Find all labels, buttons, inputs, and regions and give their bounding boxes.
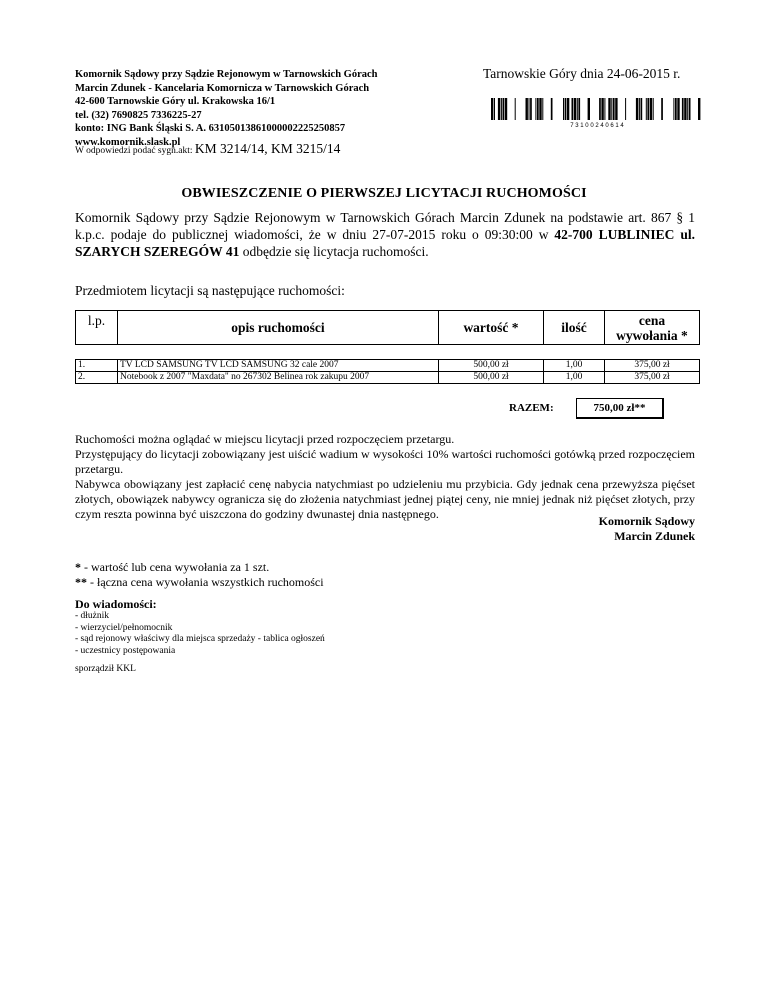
- barcode-bar: [529, 98, 530, 120]
- barcode-bar: [551, 98, 553, 120]
- barcode-bar: [636, 98, 638, 120]
- footnote-text: - łączna cena wywołania wszystkich ruchomości: [87, 574, 324, 589]
- notice-title: OBWIESZCZENIE O PIERWSZEJ LICYTACJI RUCHOMOŚCI: [181, 186, 587, 201]
- barcode-bar: [498, 98, 500, 120]
- footnote-mark: *: [75, 560, 81, 574]
- col-price-line2: wywołania *: [616, 327, 688, 343]
- subject-line: Przedmiotem licytacji są następujące ruchomości:: [75, 283, 345, 298]
- barcode-bar: [503, 98, 505, 120]
- col-price: [605, 311, 700, 345]
- barcode-bar: [491, 98, 493, 120]
- barcode-bar: [574, 98, 576, 120]
- intro-paragraph: [75, 209, 695, 260]
- footnote-text: - wartość lub cena wywołania za 1 szt.: [81, 560, 270, 574]
- conditions-text: [75, 432, 695, 522]
- table-row: [76, 372, 700, 384]
- cell-value: 500,00 zł: [439, 360, 544, 372]
- footnote-mark: **: [75, 574, 87, 589]
- col-lp: l.p.: [76, 311, 118, 345]
- prepared-by: sporządził KKL: [75, 664, 136, 674]
- header-line: Marcin Zdunek - Kancelaria Komornicza w Tarnowskich Górach: [75, 82, 370, 94]
- barcode-bar: [677, 98, 679, 120]
- barcode-bar: [537, 98, 539, 120]
- list-item: - sąd rejonowy właściwy dla miejsca sprzedaży - tablica ogłoszeń: [75, 634, 325, 644]
- cell-value: 500,00 zł: [439, 372, 544, 384]
- bailiff-header: [75, 68, 377, 150]
- col-value: wartość *: [439, 311, 544, 345]
- items-table-header: [75, 310, 700, 345]
- barcode-bar: [563, 98, 564, 120]
- barcode-bar: [646, 98, 647, 120]
- footnotes: [75, 560, 324, 589]
- barcode-bar: [615, 98, 617, 120]
- barcode-bar: [687, 98, 688, 120]
- header-line: 42-600 Tarnowskie Góry ul. Krakowska 16/1: [75, 96, 276, 108]
- cell-price: 375,00 zł: [605, 360, 700, 372]
- barcode-bar: [515, 98, 516, 120]
- barcode-bar: [494, 98, 495, 120]
- barcode-bar: [565, 98, 567, 120]
- case-reference-value: KM 3214/14, KM 3215/14: [194, 141, 341, 156]
- signature-name: Marcin Zdunek: [614, 529, 695, 543]
- header-line: konto: ING Bank Śląski S. A. 63105013861000002225250857: [75, 123, 346, 135]
- barcode-bar: [682, 98, 684, 120]
- barcode-bar: [639, 98, 640, 120]
- intro-text-end: odbędzie się licytacja ruchomości.: [239, 244, 429, 259]
- barcode-bar: [653, 98, 654, 120]
- barcode-bar: [675, 98, 677, 120]
- intro-text: Komornik Sądowy przy Sądzie Rejonowym w Tarnowskich Górach Marcin Zdunek na podstawie art. 867 § 1 k.p.c. podaje do publicznej wiadomości, że w dniu 27-07-2015 roku o 09:30:00 w: [75, 210, 695, 242]
- barcode-bar: [611, 98, 612, 120]
- barcode-bar: [505, 98, 507, 120]
- barcode-bar: [647, 98, 649, 120]
- cell-lp: 1.: [76, 360, 118, 372]
- recipients-list: [75, 611, 325, 657]
- list-item: - wierzyciel/pełnomocnik: [75, 622, 173, 633]
- footnote: [75, 575, 324, 590]
- header-line: www.komornik.slask.pl: [75, 136, 181, 148]
- case-reference-label: W odpowiedzi podać sygn.akt:: [75, 146, 193, 156]
- cell-description: TV LCD SAMSUNG TV LCD SAMSUNG 32 cale 2007: [118, 360, 439, 372]
- barcode-bar: [577, 98, 578, 120]
- barcode-bar: [526, 98, 528, 120]
- cell-description: Notebook z 2007 "Maxdata" no 267302 Belinea rok zakupu 2007: [118, 372, 439, 384]
- barcode-bar: [613, 98, 615, 120]
- barcode-bar: [604, 98, 605, 120]
- barcode-bar: [542, 98, 543, 120]
- signature-block: [599, 514, 695, 544]
- header-line: Komornik Sądowy przy Sądzie Rejonowym w Tarnowskich Górach: [75, 69, 378, 80]
- barcode-bar: [673, 98, 674, 120]
- barcode-bar: [661, 98, 663, 120]
- auction-location: 42-700 LUBLINIEC ul. SZARYCH SZEREGÓW 41: [75, 227, 695, 259]
- condition-paragraph: Ruchomości można oglądać w miejscu licytacji przed rozpoczęciem przetargu.: [75, 432, 455, 446]
- barcode-bar: [530, 98, 532, 120]
- col-quantity: ilość: [544, 311, 605, 345]
- barcode-bar: [601, 98, 603, 120]
- list-item: - dłużnik: [75, 611, 110, 621]
- cell-price: 375,00 zł: [605, 372, 700, 384]
- condition-paragraph: Nabywca obowiązany jest zapłacić cenę nabycia natychmiast po udzieleniu mu przybicia. Gdy jednak cena przewyższa pięćset złotych, obowiązek nabywcy ogranicza się do złożenia natychmiast jednej piątej ceny, nie mniej jednak niż pięćset złotych, przy czym reszta powinna być uiszczona do godziny dwunastej dnia następnego.: [75, 477, 695, 521]
- signature-title: Komornik Sądowy: [598, 514, 695, 528]
- cell-lp: 2.: [76, 372, 118, 384]
- barcode-bar: [599, 98, 601, 120]
- barcode-bar: [641, 98, 643, 120]
- items-table: [75, 359, 700, 384]
- barcode-bar: [608, 98, 610, 120]
- header-line: tel. (32) 7690825 7336225-27: [75, 109, 202, 121]
- barcode-bar: [578, 98, 580, 120]
- col-description: opis ruchomości: [118, 311, 439, 345]
- recipients-title: Do wiadomości:: [75, 597, 157, 611]
- total-label: RAZEM:: [509, 402, 554, 414]
- barcode-bar: [650, 98, 652, 120]
- cell-quantity: 1,00: [544, 372, 605, 384]
- col-price-line1: cena: [638, 312, 666, 328]
- barcode-bar: [567, 98, 569, 120]
- total-value: 750,00 zł**: [576, 398, 664, 419]
- barcode-bar: [684, 98, 686, 120]
- barcode-bar: [625, 98, 626, 120]
- condition-paragraph: Przystępujący do licytacji zobowiązany jest uiścić wadium w wysokości 10% wartości ruchomości gotówką przed rozpoczęciem przetargu.: [75, 447, 695, 476]
- barcode: [491, 98, 704, 128]
- place-date: Tarnowskie Góry dnia 24-06-2015 r.: [483, 66, 681, 81]
- barcode-bar: [535, 98, 536, 120]
- table-row: [76, 360, 700, 372]
- cell-quantity: 1,00: [544, 360, 605, 372]
- barcode-bar: [689, 98, 691, 120]
- footnote: [75, 560, 324, 575]
- barcode-bar: [698, 98, 700, 120]
- barcode-bar: [572, 98, 574, 120]
- case-reference: [75, 141, 340, 157]
- barcode-digits: 7 3 1 0 0 2 4 0 6 1 4: [570, 123, 624, 128]
- barcode-bar: [501, 98, 502, 120]
- list-item: - uczestnicy postępowania: [75, 645, 176, 656]
- barcode-bar: [588, 98, 590, 120]
- barcode-bar: [539, 98, 541, 120]
